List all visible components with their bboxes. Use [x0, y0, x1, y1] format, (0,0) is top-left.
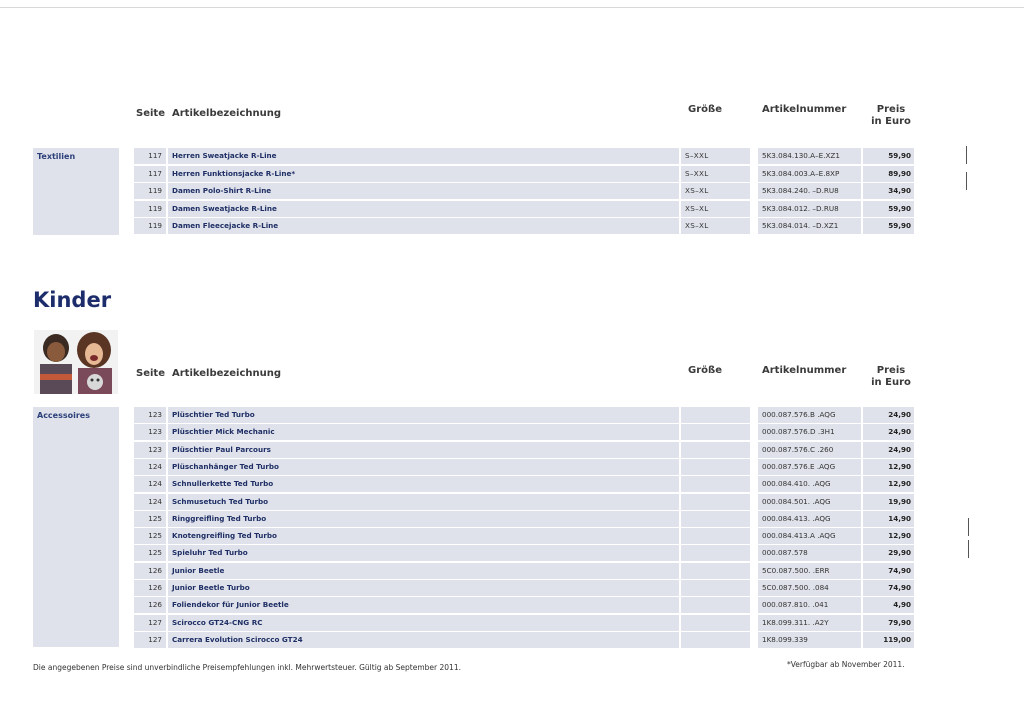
cell-price: 29,90	[863, 545, 914, 561]
cell-page: 119	[134, 218, 166, 234]
cell-size: S–XXL	[681, 166, 750, 182]
cell-size	[681, 545, 750, 561]
kids-photo	[34, 330, 118, 394]
cell-size	[681, 615, 750, 631]
cell-article-name: Foliendekor für Junior Beetle	[168, 597, 679, 613]
section-title-kinder: Kinder	[33, 288, 112, 312]
cell-article-number: 5C0.087.500. .084	[758, 580, 861, 596]
cell-size: XS–XL	[681, 201, 750, 217]
header-artikelnummer: Artikelnummer	[762, 104, 847, 115]
cell-article-number: 1K8.099.311. .A2Y	[758, 615, 861, 631]
cell-article-name: Ringgreifling Ted Turbo	[168, 511, 679, 527]
category-textilien: Textilien	[33, 148, 119, 235]
cell-size	[681, 580, 750, 596]
cell-article-number: 5K3.084.014. –D.XZ1	[758, 218, 861, 234]
footer-availability-note: *Verfügbar ab November 2011.	[787, 660, 905, 669]
cell-page: 124	[134, 494, 166, 510]
cell-page: 125	[134, 528, 166, 544]
cell-page: 117	[134, 148, 166, 164]
cell-size	[681, 476, 750, 492]
cell-article-name: Plüschanhänger Ted Turbo	[168, 459, 679, 475]
cell-article-name: Spieluhr Ted Turbo	[168, 545, 679, 561]
cell-price: 24,90	[863, 442, 914, 458]
cell-size: XS–XL	[681, 218, 750, 234]
cell-article-name: Junior Beetle	[168, 563, 679, 579]
cell-page: 126	[134, 563, 166, 579]
header-preis	[868, 104, 914, 128]
header-preis-line2: in Euro	[871, 116, 911, 127]
cell-article-number: 000.087.576.D .3H1	[758, 424, 861, 440]
cell-price: 74,90	[863, 563, 914, 579]
cell-article-name: Plüschtier Paul Parcours	[168, 442, 679, 458]
category-accessoires: Accessoires	[33, 407, 119, 647]
header-groesse: Größe	[688, 104, 722, 115]
cell-article-number: 000.084.410. .AQG	[758, 476, 861, 492]
cell-article-name: Herren Funktionsjacke R-Line*	[168, 166, 679, 182]
cell-page: 127	[134, 615, 166, 631]
cell-article-name: Carrera Evolution Scirocco GT24	[168, 632, 679, 648]
cell-article-number: 1K8.099.339	[758, 632, 861, 648]
cell-price: 12,90	[863, 528, 914, 544]
cell-price: 24,90	[863, 407, 914, 423]
cell-article-name: Scirocco GT24-CNG RC	[168, 615, 679, 631]
cell-page: 124	[134, 476, 166, 492]
cell-size	[681, 528, 750, 544]
cell-article-number: 5K3.084.130.A–E.XZ1	[758, 148, 861, 164]
cell-price: 59,90	[863, 148, 914, 164]
cell-price: 34,90	[863, 183, 914, 199]
cell-price: 12,90	[863, 476, 914, 492]
header-preis-kinder	[868, 365, 914, 389]
cell-article-number: 000.087.576.E .AQG	[758, 459, 861, 475]
cell-article-name: Schmusetuch Ted Turbo	[168, 494, 679, 510]
cell-article-name: Junior Beetle Turbo	[168, 580, 679, 596]
cell-page: 125	[134, 511, 166, 527]
cell-article-number: 000.087.578	[758, 545, 861, 561]
header-seite: Seite	[136, 108, 165, 119]
cell-size	[681, 459, 750, 475]
cell-page: 123	[134, 442, 166, 458]
cell-price: 19,90	[863, 494, 914, 510]
header-preis-kinder-line1: Preis	[876, 365, 906, 376]
cell-page: 126	[134, 597, 166, 613]
cell-price: 74,90	[863, 580, 914, 596]
margin-mark	[968, 540, 969, 558]
cell-size	[681, 632, 750, 648]
cell-article-name: Damen Polo-Shirt R-Line	[168, 183, 679, 199]
cell-page: 124	[134, 459, 166, 475]
header-preis-line1: Preis	[876, 104, 906, 115]
cell-price: 14,90	[863, 511, 914, 527]
cell-page: 123	[134, 407, 166, 423]
cell-article-number: 000.087.576.C .260	[758, 442, 861, 458]
header-groesse-kinder: Größe	[688, 365, 722, 376]
cell-price: 119,00	[863, 632, 914, 648]
header-seite-kinder: Seite	[136, 368, 165, 379]
cell-article-number: 000.084.413. .AQG	[758, 511, 861, 527]
cell-size	[681, 424, 750, 440]
cell-price: 24,90	[863, 424, 914, 440]
cell-article-name: Herren Sweatjacke R-Line	[168, 148, 679, 164]
cell-page: 123	[134, 424, 166, 440]
cell-article-name: Knotengreifling Ted Turbo	[168, 528, 679, 544]
cell-article-name: Plüschtier Mick Mechanic	[168, 424, 679, 440]
cell-article-number: 000.084.413.A .AQG	[758, 528, 861, 544]
cell-article-number: 5K3.084.003.A–E.8XP	[758, 166, 861, 182]
cell-price: 12,90	[863, 459, 914, 475]
cell-page: 127	[134, 632, 166, 648]
cell-price: 59,90	[863, 218, 914, 234]
cell-article-name: Plüschtier Ted Turbo	[168, 407, 679, 423]
margin-mark	[968, 518, 969, 536]
cell-page: 119	[134, 183, 166, 199]
margin-mark	[966, 172, 967, 190]
cell-article-name: Schnullerkette Ted Turbo	[168, 476, 679, 492]
cell-size	[681, 511, 750, 527]
cell-article-name: Damen Fleecejacke R-Line	[168, 218, 679, 234]
cell-page: 119	[134, 201, 166, 217]
cell-size	[681, 563, 750, 579]
header-preis-kinder-line2: in Euro	[871, 377, 911, 388]
cell-article-number: 5K3.084.012. –D.RU8	[758, 201, 861, 217]
cell-size	[681, 407, 750, 423]
cell-size	[681, 442, 750, 458]
cell-price: 4,90	[863, 597, 914, 613]
cell-article-number: 000.087.810. .041	[758, 597, 861, 613]
cell-page: 125	[134, 545, 166, 561]
cell-article-number: 000.087.576.B .AQG	[758, 407, 861, 423]
header-artikelnummer-kinder: Artikelnummer	[762, 365, 847, 376]
footer-note: Die angegebenen Preise sind unverbindliche Preisempfehlungen inkl. Mehrwertsteuer. Gültig ab September 2011.	[33, 663, 461, 672]
cell-price: 59,90	[863, 201, 914, 217]
cell-size: XS–XL	[681, 183, 750, 199]
margin-mark	[966, 146, 967, 164]
cell-page: 126	[134, 580, 166, 596]
cell-size	[681, 494, 750, 510]
cell-article-number: 5K3.084.240. –D.RU8	[758, 183, 861, 199]
cell-price: 89,90	[863, 166, 914, 182]
cell-article-number: 5C0.087.500. .ERR	[758, 563, 861, 579]
cell-size	[681, 597, 750, 613]
cell-size: S–XXL	[681, 148, 750, 164]
header-artikelbezeichnung: Artikelbezeichnung	[172, 108, 282, 119]
cell-article-name: Damen Sweatjacke R-Line	[168, 201, 679, 217]
cell-article-number: 000.084.501. .AQG	[758, 494, 861, 510]
top-rule	[0, 7, 1024, 8]
header-artikelbezeichnung-kinder: Artikelbezeichnung	[172, 368, 282, 379]
cell-page: 117	[134, 166, 166, 182]
cell-price: 79,90	[863, 615, 914, 631]
